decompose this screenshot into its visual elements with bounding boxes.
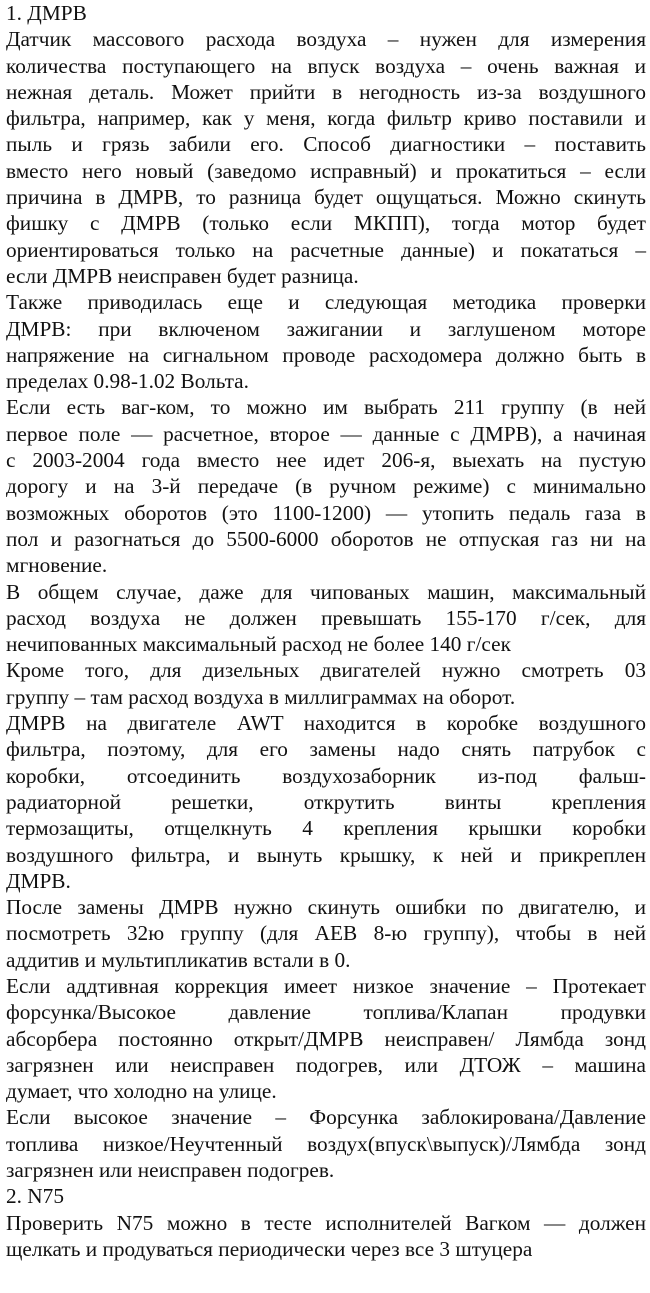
text-line: радиаторной решетки, открутить винты крепления — [6, 789, 646, 814]
text-line: группу – там расход воздуха в миллиграммах на оборот. — [6, 684, 516, 709]
dmrv-paragraph — [6, 657, 646, 710]
text-line: фильтра, например, как у меня, когда фильтр криво поставили и — [6, 106, 646, 131]
dmrv-paragraph — [6, 579, 646, 658]
text-line: воздушного фильтра, и вынуть крышку, к ней и прикреплен — [6, 842, 646, 867]
text-line: пределах 0.98-1.02 Вольта. — [6, 369, 249, 394]
dmrv-paragraph — [6, 394, 646, 578]
text-line: посмотреть 32ю группу (для AEB 8-ю группу), чтобы в ней — [6, 921, 646, 946]
text-line: ДМРВ на двигателе AWT находится в коробке воздушного — [6, 711, 646, 736]
text-line: топлива низкое/Неучтенный воздух(впуск\выпуск)/Лямбда зонд — [6, 1131, 646, 1156]
text-line: После замены ДМРВ нужно скинуть ошибки по двигателю, и — [6, 895, 646, 920]
text-line: нечипованных максимальный расход не более 140 г/сек — [6, 632, 511, 657]
text-line: абсорбера постоянно открыт/ДМРВ неисправен/ Лямбда зонд — [6, 1026, 646, 1051]
text-line: с 2003-2004 года вместо нее идет 206-я, выехать на пустую — [6, 448, 646, 473]
text-line: В общем случае, даже для чипованых машин, максимальный — [6, 579, 646, 604]
section-heading-n75: 2. N75 — [6, 1184, 64, 1209]
n75-paragraph — [6, 1210, 646, 1263]
text-line: загрязнен или неисправен подогрев. — [6, 1158, 335, 1183]
text-line: напряжение на сигнальном проводе расходомера должно быть в — [6, 342, 646, 367]
text-line: первое поле — расчетное, второе — данные с ДМРВ), а начиная — [6, 421, 646, 446]
dmrv-paragraph — [6, 289, 646, 394]
text-line: Если есть ваг-ком, то можно им выбрать 211 группу (в ней — [6, 395, 646, 420]
text-line: аддитив и мультипликатив встали в 0. — [6, 947, 351, 972]
text-line: причина в ДМРВ, то разница будет ощущаться. Можно скинуть — [6, 185, 646, 210]
dmrv-paragraph — [6, 894, 646, 973]
text-line: ДМРВ: при включеном зажигании и заглушеном моторе — [6, 316, 646, 341]
text-line: термозащиты, отщелкнуть 4 крепления крышки коробки — [6, 816, 646, 841]
text-line: нежная деталь. Может прийти в негодность из-за воздушного — [6, 79, 646, 104]
text-line: коробки, отсоединить воздухозаборник из-под фальш- — [6, 763, 646, 788]
dmrv-paragraph — [6, 710, 646, 894]
text-line: дорогу и на 3-й передаче (в ручном режиме) с минимально — [6, 474, 646, 499]
text-line: возможных оборотов (это 1100-1200) — утопить педаль газа в — [6, 500, 646, 525]
text-line: Проверить N75 можно в тесте исполнителей Вагком — должен — [6, 1210, 646, 1235]
text-line: думает, что холодно на улице. — [6, 1079, 277, 1104]
text-line: загрязнен или неисправен подогрев, или ДТОЖ – машина — [6, 1052, 646, 1077]
text-line: Датчик массового расхода воздуха – нужен для измерения — [6, 27, 646, 52]
section-heading-dmrv: 1. ДМРВ — [6, 1, 87, 25]
section-body-n75 — [6, 1210, 646, 1263]
section-body-dmrv — [6, 26, 646, 1183]
text-line: пыль и грязь забили его. Способ диагностики – поставить — [6, 132, 646, 157]
text-line: Если высокое значение – Форсунка заблокирована/Давление — [6, 1105, 646, 1130]
text-line: фишку с ДМРВ (только если МКПП), тогда мотор будет — [6, 211, 646, 236]
text-line: Если аддтивная коррекция имеет низкое значение – Протекает — [6, 973, 646, 998]
text-line: Кроме того, для дизельных двигателей нужно смотреть 03 — [6, 658, 646, 683]
text-line: ориентироваться только на расчетные данные) и покататься – — [6, 237, 646, 262]
text-line: количества поступающего на впуск воздуха – очень важная и — [6, 53, 646, 78]
text-line: щелкать и продуваться периодически через все 3 штуцера — [6, 1236, 533, 1261]
dmrv-paragraph — [6, 1104, 646, 1183]
text-line: форсунка/Высокое давление топлива/Клапан продувки — [6, 1000, 646, 1025]
text-line: вместо него новый (заведомо исправный) и прокатиться – если — [6, 158, 646, 183]
text-line: фильтра, поэтому, для его замены надо снять патрубок с — [6, 737, 646, 762]
dmrv-paragraph — [6, 26, 646, 289]
text-line: пол и разогнаться до 5500-6000 оборотов не отпуская газ ни на — [6, 526, 646, 551]
text-line: если ДМРВ неисправен будет разница. — [6, 263, 359, 288]
text-line: ДМРВ. — [6, 868, 71, 893]
text-line: мгновение. — [6, 553, 108, 578]
text-line: Также приводилась еще и следующая методика проверки — [6, 290, 646, 315]
dmrv-paragraph — [6, 973, 646, 1104]
text-line: расход воздуха не должен превышать 155-170 г/сек, для — [6, 605, 646, 630]
